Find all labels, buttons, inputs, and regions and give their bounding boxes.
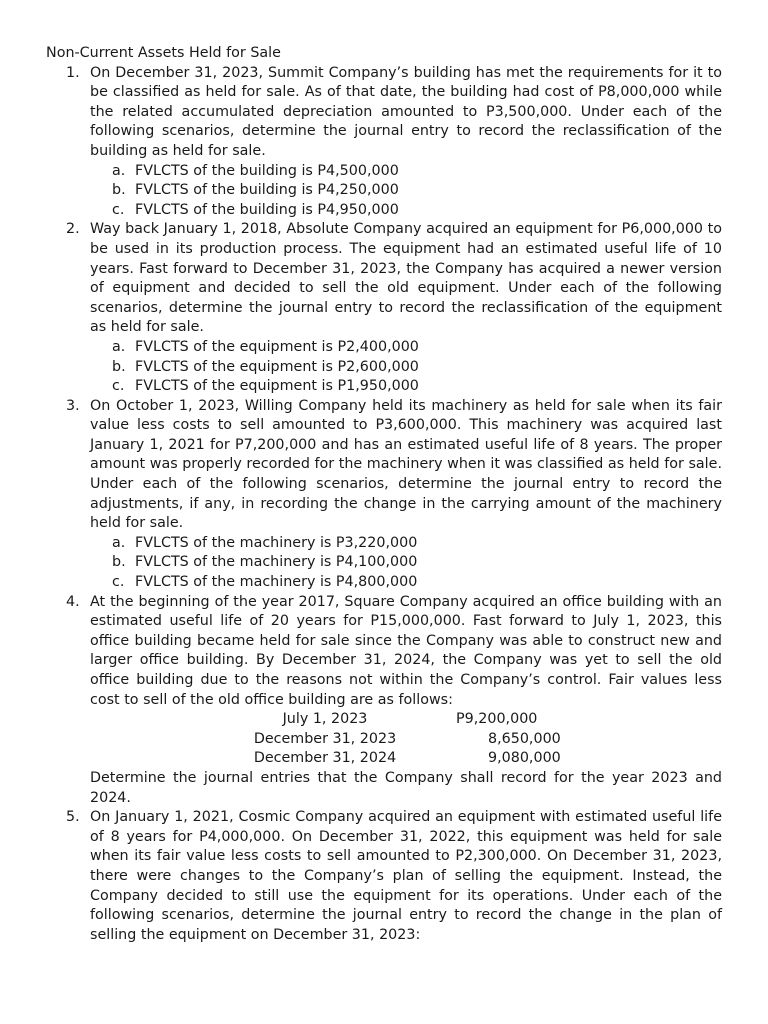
choice-letter: a. (112, 338, 126, 355)
table-row (250, 710, 561, 730)
choice-text: FVLCTS of the equipment is P2,600,000 (135, 358, 419, 375)
choice-text: FVLCTS of the machinery is P3,220,000 (135, 534, 418, 551)
choice-item (90, 553, 722, 573)
choice-letter: b. (112, 554, 126, 571)
choice-letter: c. (112, 201, 125, 218)
problem-3 (46, 397, 722, 593)
problem-2 (46, 220, 722, 396)
choice-item (90, 162, 722, 182)
choice-letter: c. (112, 378, 125, 395)
choice-letter: a. (112, 162, 126, 179)
choice-item (90, 358, 722, 378)
table-date: July 1, 2023 (282, 711, 368, 728)
choice-item (90, 573, 722, 593)
problem-4 (46, 593, 722, 809)
choice-text: FVLCTS of the equipment is P2,400,000 (135, 338, 419, 355)
problem-number: 2. (66, 221, 80, 238)
problem-1 (46, 64, 722, 221)
page-title: Non-Current Assets Held for Sale (46, 45, 281, 61)
choice-letter: a. (112, 534, 126, 551)
table-value: 8,650,000 (488, 730, 561, 747)
choice-text: FVLCTS of the building is P4,250,000 (135, 182, 399, 199)
document (46, 44, 722, 945)
table-date: December 31, 2024 (253, 750, 397, 767)
fair-value-table (250, 710, 561, 769)
choice-text: FVLCTS of the building is P4,500,000 (135, 162, 399, 179)
problem-list (46, 64, 722, 946)
choice-item (90, 181, 722, 201)
choice-item (90, 201, 722, 221)
problem-5 (46, 808, 722, 945)
problem-number: 4. (66, 593, 80, 610)
table-value: P9,200,000 (456, 711, 538, 728)
problem-text: On December 31, 2023, Summit Company’s building has met the requirements for it to be classified as held for sale. As of that date, the building had cost of P8,000,000 while the related accumulated depreciation amounted to P3,500,000. Under each of the following scenarios, determine the journal entry to record the reclassification of the building as held for sale. (90, 64, 722, 159)
table-row (250, 730, 561, 750)
problem-text: On January 1, 2021, Cosmic Company acquired an equipment with estimated useful life of 8 years for P4,000,000. On December 31, 2022, this equipment was held for sale when its fair value less costs to sell amounted to P2,300,000. On December 31, 2023, there were changes to the Company’s plan of selling the equipment. Instead, the Company decided to still use the equipment for its operations. Under each of the following scenarios, determine the journal entry to record the change in the plan of selling the equipment on December 31, 2023: (90, 809, 722, 943)
choice-item (90, 338, 722, 358)
choice-item (90, 377, 722, 397)
choice-text: FVLCTS of the machinery is P4,100,000 (135, 554, 418, 571)
choice-letter: b. (112, 358, 126, 375)
choice-text: FVLCTS of the equipment is P1,950,000 (135, 378, 419, 395)
choice-list (90, 338, 722, 397)
choice-item (90, 534, 722, 554)
problem-number: 3. (66, 397, 80, 414)
problem-instruction: Determine the journal entries that the Company shall record for the year 2023 and 2024. (90, 769, 722, 806)
choice-text: FVLCTS of the machinery is P4,800,000 (135, 574, 418, 591)
choice-text: FVLCTS of the building is P4,950,000 (135, 201, 399, 218)
choice-letter: b. (112, 182, 126, 199)
problem-text: On October 1, 2023, Willing Company held its machinery as held for sale when its fair value less costs to sell amounted to P3,600,000. This machinery was acquired last January 1, 2021 for P7,200,000 and has an estimated useful life of 8 years. The proper amount was properly recorded for the machinery when it was classified as held for sale. Under each of the following scenarios, determine the journal entry to record the adjustments, if any, in recording the change in the carrying amount of the machinery held for sale. (90, 397, 722, 532)
table-row (250, 749, 561, 769)
problem-text: Way back January 1, 2018, Absolute Company acquired an equipment for P6,000,000 to be used in its production process. The equipment had an estimated useful life of 10 years. Fast forward to December 31, 2023, the Company has acquired a newer version of equipment and decided to sell the old equipment. Under each of the following scenarios, determine the journal entry to record the reclassification of the equipment as held for sale. (90, 221, 722, 336)
choice-list (90, 162, 722, 221)
problem-text: At the beginning of the year 2017, Square Company acquired an office building with an estimated useful life of 20 years for P15,000,000. Fast forward to July 1, 2023, this office building became held for sale since the Company was able to construct new and larger office building. By December 31, 2024, the Company was yet to sell the old office building due to the reasons not within the Company’s control. Fair values less cost to sell of the old office building are as follows: (90, 593, 722, 708)
table-date: December 31, 2023 (253, 730, 397, 747)
choice-letter: c. (112, 574, 125, 591)
table-value: 9,080,000 (488, 750, 561, 767)
choice-list (90, 534, 722, 593)
problem-number: 5. (66, 809, 80, 826)
problem-number: 1. (66, 64, 80, 81)
